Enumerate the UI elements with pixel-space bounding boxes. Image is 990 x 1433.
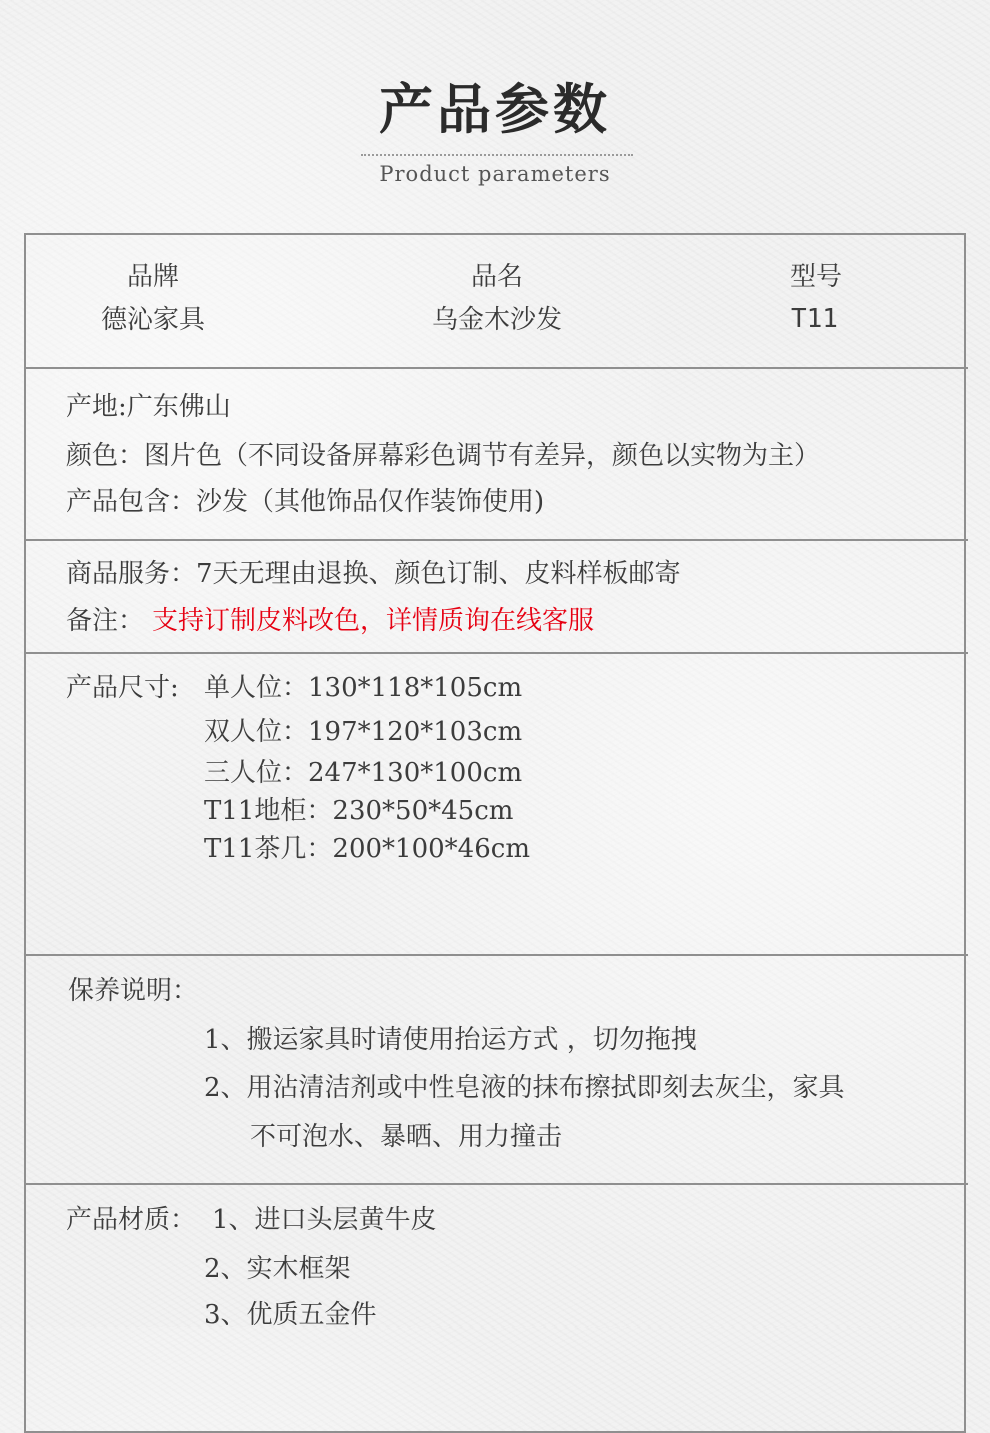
- product-name-label: 品名: [470, 262, 523, 292]
- brand-label: 品牌: [126, 262, 179, 292]
- row-divider: [24, 954, 968, 956]
- color-text: 颜色：图片色（不同设备屏幕彩色调节有差异，颜色以实物为主）: [66, 441, 821, 471]
- remark-value: 支持订制皮料改色，详情质询在线客服: [152, 606, 595, 636]
- product-name-value: 乌金木沙发: [431, 305, 562, 335]
- origin-text: 产地:广东佛山: [66, 392, 231, 422]
- care-item-continued: 不可泡水、暴晒、用力撞击: [250, 1122, 563, 1152]
- row-divider: [24, 367, 968, 369]
- size-item: 双人位：197*120*103cm: [204, 717, 523, 747]
- size-item: 单人位：130*118*105cm: [204, 673, 523, 703]
- model-value: T11: [791, 304, 838, 334]
- service-text: 商品服务：7天无理由退换、颜色订制、皮料样板邮寄: [66, 559, 681, 589]
- page-subtitle: Product parameters: [379, 162, 611, 186]
- material-label: 产品材质：: [66, 1205, 197, 1235]
- size-label: 产品尺寸:: [66, 673, 179, 703]
- size-item: T11地柜：230*50*45cm: [204, 796, 514, 826]
- row-divider: [24, 1183, 968, 1185]
- material-item: 2、实木框架: [204, 1254, 351, 1284]
- row-divider: [24, 652, 968, 654]
- material-item: 3、优质五金件: [204, 1300, 377, 1330]
- title-divider: [361, 154, 633, 156]
- care-item: 2、用沾清洁剂或中性皂液的抹布擦拭即刻去灰尘，家具: [204, 1073, 845, 1103]
- page-title: 产品参数: [379, 78, 611, 141]
- model-label: 型号: [789, 262, 842, 292]
- brand-value: 德沁家具: [100, 305, 205, 335]
- package-text: 产品包含：沙发（其他饰品仅作装饰使用): [66, 487, 545, 517]
- size-item: 三人位：247*130*100cm: [204, 758, 523, 788]
- care-item: 1、搬运家具时请使用抬运方式 ，切勿拖拽: [204, 1025, 697, 1055]
- care-label: 保养说明：: [68, 976, 199, 1006]
- row-divider: [24, 539, 968, 541]
- remark-label: 备注：: [66, 606, 145, 636]
- material-item: 1、进口头层黄牛皮: [212, 1205, 437, 1235]
- size-item: T11茶几：200*100*46cm: [204, 834, 530, 864]
